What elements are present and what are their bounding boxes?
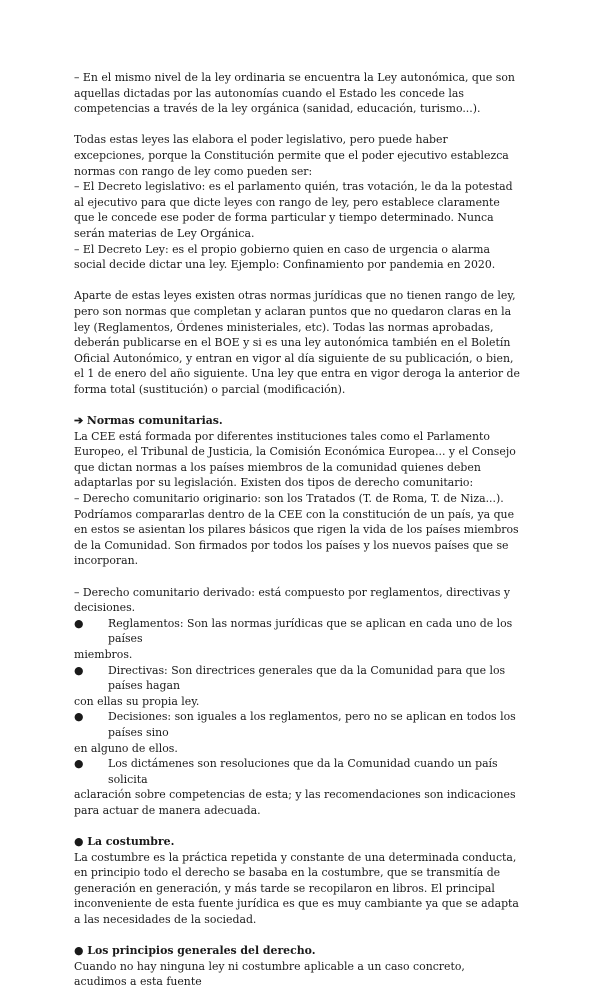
bullet-text: Decisiones: son iguales a los reglamentos, pero no se aplican en todos los países sino: [108, 710, 516, 739]
bullet-icon: ●: [74, 663, 84, 677]
paragraph-costumbre: La costumbre es la práctica repetida y constante de una determinada conducta, en principio todo el derecho se basaba en la costumbre, que se transmitía de generación en generación, y más tarde se recopilaron en libros. El principal inconveniente de esta fuente jurídica es que es muy cambiante ya que se adapta a las necesidades de la sociedad.: [74, 850, 519, 927]
bullet-icon: ●: [74, 710, 84, 724]
bullet-text: Los dictámenes son resoluciones que da la Comunidad cuando un país solicita: [108, 757, 498, 786]
bullet-reglamentos: [74, 616, 520, 647]
heading-principios-generales: ● Los principios generales del derecho.: [74, 944, 316, 958]
paragraph-cee-intro: La CEE está formada por diferentes instituciones tales como el Parlamento Europeo, el Tribunal de Justicia, la Comisión Económica Europea... y el Consejo que dictan normas a los países miembros de la comunidad quienes deben adaptarlas por su legislación. Existen dos tipos de derecho comunitario:: [74, 429, 516, 490]
item-derecho-originario: – Derecho comunitario originario: son los Tratados (T. de Roma, T. de Niza...). Podríamos compararlas dentro de la CEE con la constitución de un país, ya que en estos se asientan los pilares básicos que rigen la vida de los países miembros de la Comunidad. Son firmados por todos los países y los nuevos países que se incorporan.: [74, 492, 519, 568]
bullet-icon: ●: [74, 616, 84, 630]
paragraph-otras-normas: Aparte de estas leyes existen otras normas jurídicas que no tienen rango de ley, pero son normas que completan y aclaran puntos que no quedaron claras en la ley (Reglamentos, Órdenes ministeriales, etc). Todas las normas aprobadas, deberán publicarse en el BOE y si es una ley autonómica también en el Boletín Oficial Autonómico, y entran en vigor al día siguiente de su publicación, o bien, el 1 de enero del año siguiente. Una ley que entra en vigor deroga la anterior de forma total (sustitución) o parcial (modificación).: [74, 289, 520, 396]
heading-normas-comunitarias: ➔ Normas comunitarias.: [74, 414, 223, 428]
bullet-directivas: [74, 663, 520, 694]
item-derecho-derivado: – Derecho comunitario derivado: está compuesto por reglamentos, directivas y decisiones.: [74, 585, 511, 615]
bullet-decisiones: [74, 709, 520, 740]
bullet-text: Directivas: Son directrices generales que da la Comunidad para que los países hagan: [108, 663, 506, 693]
bullet-continuation: con ellas su propia ley.: [74, 694, 200, 708]
bullet-continuation: en alguno de ellos.: [74, 741, 178, 755]
bullet-text: Reglamentos: Son las normas jurídicas que se aplican en cada uno de los países: [108, 616, 513, 646]
bullet-continuation: aclaración sobre competencias de esta; y las recomendaciones son indicaciones para actuar de manera adecuada.: [74, 788, 516, 817]
bullet-continuation: miembros.: [74, 647, 133, 661]
bullet-dictamenes: [74, 756, 520, 787]
bullet-icon: ●: [74, 757, 84, 771]
paragraph-ley-autonomica: – En el mismo nivel de la ley ordinaria se encuentra la Ley autonómica, que son aquellas dictadas por las autonomías cuando el Estado les concede las competencias a través de la ley orgánica (sanidad, educación, turismo...).: [74, 71, 515, 116]
paragraph-principios: Cuando no hay ninguna ley ni costumbre aplicable a un caso concreto, acudimos a esta fuente: [74, 959, 465, 989]
item-decreto-legislativo: – El Decreto legislativo: es el parlamento quién, tras votación, le da la potestad al ejecutivo para que dicte leyes con rango de ley, pero establece claramente que le concede ese poder de forma particular y tiempo determinado. Nunca serán materias de Ley Orgánica.: [74, 180, 513, 240]
heading-costumbre: ● La costumbre.: [74, 835, 175, 849]
item-decreto-ley: – El Decreto Ley: es el propio gobierno quien en caso de urgencia o alarma social decide dictar una ley. Ejemplo: Confinamiento por pandemia en 2020.: [74, 242, 496, 272]
paragraph-excepciones-intro: Todas estas leyes las elabora el poder legislativo, pero puede haber excepciones, porque la Constitución permite que el poder ejecutivo establezca normas con rango de ley como pueden ser:: [74, 133, 509, 178]
